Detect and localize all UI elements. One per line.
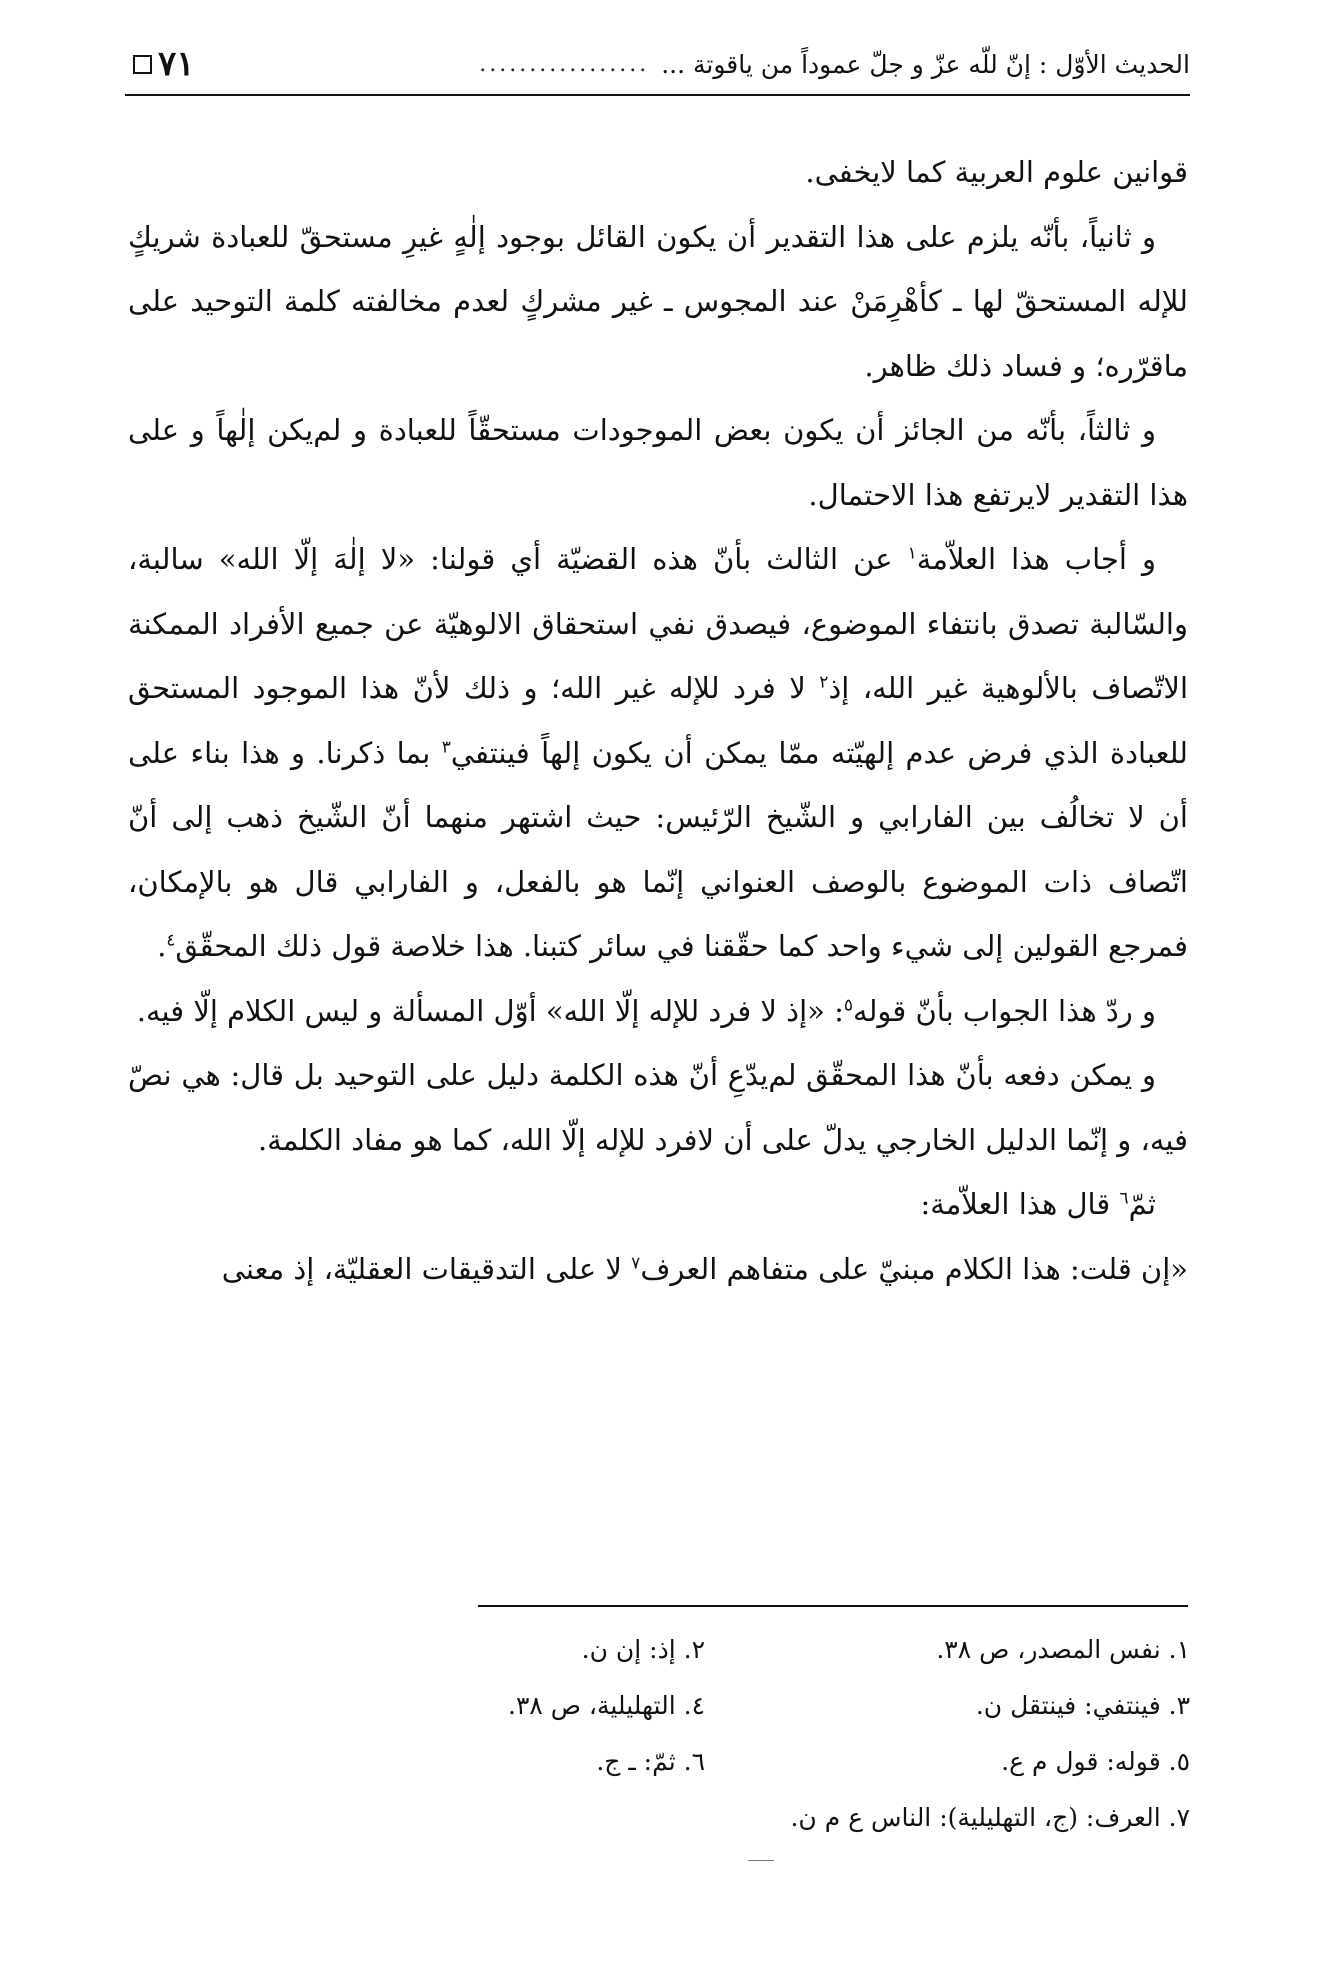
- text-run: : «إذ لا فرد للإله إلّا الله» أوّل المسألة و ليس الكلام إلّا فيه.: [136, 993, 844, 1028]
- footnote-2: ٢. إذ: إن ن.: [581, 1635, 705, 1664]
- running-header: [125, 38, 1190, 90]
- paragraph: [128, 1043, 1188, 1172]
- footnotes: [340, 1628, 1190, 1840]
- footnote-marker: ٢: [819, 672, 829, 693]
- text-run: عن الثالث بأنّ هذه القضيّة أي قولنا: «لا إلٰهَ إلّا الله» سالبة، والسّالبة تصدق بانتفاء الموضوع، فيصدق نفي استحقاق الالوهيّة عن جميع الأفراد الممكنة الاتّصاف بالألوهية غير الله، إذ: [128, 542, 1188, 705]
- page-mark: [748, 1860, 774, 1861]
- footnote-marker: ٤: [166, 930, 176, 951]
- text-run: و ثانياً، بأنّه يلزم على هذا التقدير أن يكون القائل بوجود إلٰهٍ غيرِ مستحقّ للعبادة شريكٍ للإله المستحقّ لها ـ كأهْرِمَنْ عند المجوس ـ غير مشركٍ لعدم مخالفته كلمة التوحيد على ماقرّره؛ و فساد ذلك ظاهر.: [128, 219, 1188, 383]
- text-run: «إن قلت: هذا الكلام مبنيّ على متفاهم العرف: [640, 1251, 1188, 1286]
- text-run: قوانين علوم العربية كما لايخفى.: [805, 155, 1188, 189]
- page-number: ٧١: [158, 44, 195, 84]
- footnote-3: ٣. فينتفي: فينتقل ن.: [975, 1691, 1190, 1720]
- footnote-7: ٧. العرف: (ج، التهليلية): الناس ع م ن.: [790, 1803, 1190, 1832]
- footnote-separator: [478, 1605, 1188, 1607]
- footnote-6: ٦. ثمّ: ـ ج.: [596, 1747, 705, 1776]
- text-run: .: [157, 929, 167, 963]
- paragraph: [128, 398, 1188, 527]
- text-run: لا على التدقيقات العقليّة، إذ معنى: [221, 1251, 632, 1286]
- text-run: قال هذا العلاّمة:: [920, 1187, 1120, 1221]
- paragraph: [128, 205, 1188, 399]
- text-run: و يمكن دفعه بأنّ هذا المحقّق لم‌يدّعِ أنّ هذه الكلمة دليل على التوحيد بل قال: هي نصّ فيه، و إنّما الدليل الخارجي يدلّ على أن لافرد للإله إلّا الله، كما هو مفاد الكلمة.: [128, 1058, 1188, 1157]
- text-run: ثمّ: [1128, 1187, 1156, 1221]
- paragraph: [128, 527, 1188, 979]
- paragraph: [128, 1172, 1188, 1237]
- square-icon: [133, 55, 152, 74]
- paragraph: [128, 1237, 1188, 1302]
- text-run: و ردّ هذا الجواب بأنّ قوله: [853, 993, 1156, 1028]
- footnote-marker: ٦: [1119, 1188, 1129, 1209]
- text-run: و ثالثاً، بأنّه من الجائز أن يكون بعض الموجودات مستحقّاً للعبادة و لم‌يكن إلٰهاً و على هذا التقدير لايرتفع هذا الاحتمال.: [128, 413, 1188, 512]
- running-title: الحديث الأوّل : إنّ للّه عزّ و جلّ عموداً من ياقوتة ...: [661, 49, 1190, 79]
- footnote-5: ٥. قوله: قول م ع.: [1001, 1747, 1190, 1776]
- footnote-marker: ٣: [441, 736, 451, 757]
- footnote-1: ١. نفس المصدر، ص ٣٨.: [936, 1635, 1190, 1664]
- footnote-marker: ٥: [843, 994, 854, 1015]
- paragraph: [128, 979, 1188, 1044]
- header-rule: [125, 94, 1190, 96]
- leader-dots: .................: [479, 51, 650, 77]
- footnote-marker: ٧: [631, 1252, 641, 1273]
- footnote-marker: ١: [907, 543, 917, 564]
- main-text: [128, 140, 1188, 1301]
- text-run: لا فرد للإله غير الله؛ و ذلك لأنّ هذا الموجود المستحق للعبادة الذي فرض عدم إلهيّته ممّا يمكن أن يكون إلهاً فينتفي: [128, 671, 1189, 770]
- text-run: و أجاب هذا العلاّمة: [916, 542, 1156, 576]
- paragraph: [128, 140, 1188, 205]
- text-run: بما ذكرنا. و هذا بناء على أن لا تخالُف بين الفارابي و الشّيخ الرّئيس: حيث اشتهر منهما أنّ الشّيخ ذهب إلى أنّ اتّصاف ذات الموضوع بالوصف العنواني إنّما هو بالفعل، و الفارابي قال هو بالإمكان، فمرجع القولين إلى شيء واحد كما حقّقنا في سائر كتبنا. هذا خلاصة قول ذلك المحقّق: [128, 735, 1188, 963]
- page-number-group: [125, 44, 195, 84]
- footnote-4: ٤. التهليلية، ص ٣٨.: [507, 1691, 705, 1720]
